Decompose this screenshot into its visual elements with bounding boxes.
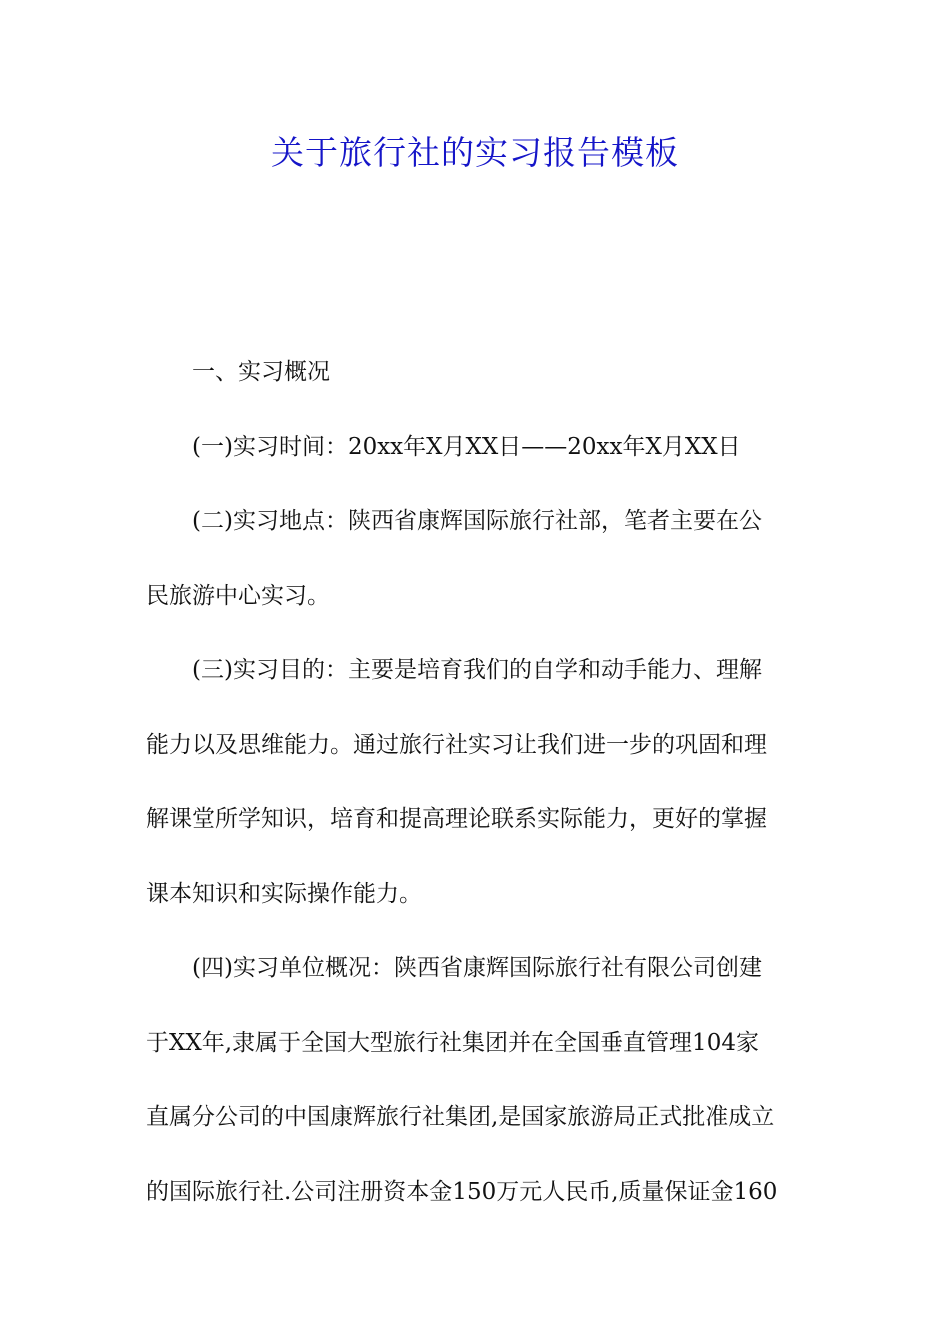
paragraph-line: 课本知识和实际操作能力。 [146, 880, 422, 907]
paragraph-line: (三)实习目的：主要是培育我们的自学和动手能力、理解 [192, 657, 762, 683]
paragraph-line: 于XX年,隶属于全国大型旅行社集团并在全国垂直管理104家 [146, 1029, 759, 1056]
paragraph-line: (四)实习单位概况：陕西省康辉国际旅行社有限公司创建 [192, 955, 762, 981]
paragraph-line: 解课堂所学知识，培育和提高理论联系实际能力，更好的掌握 [146, 806, 767, 832]
paragraph-line: 的国际旅行社.公司注册资本金150万元人民币,质量保证金160 [146, 1178, 778, 1205]
paragraph-line: 直属分公司的中国康辉旅行社集团,是国家旅游局正式批准成立 [146, 1104, 775, 1130]
paragraph-line: 能力以及思维能力。通过旅行社实习让我们进一步的巩固和理 [146, 731, 767, 758]
document-title: 关于旅行社的实习报告模板 [271, 133, 679, 172]
paragraph-line: 民旅游中心实习。 [146, 582, 330, 609]
section-heading: 一、实习概况 [192, 359, 330, 385]
paragraph-line: (二)实习地点：陕西省康辉国际旅行社部，笔者主要在公 [192, 508, 762, 534]
paragraph-line: (一)实习时间：20xx年X月XX日——20xx年X月XX日 [192, 433, 741, 460]
document-body [146, 335, 806, 1229]
